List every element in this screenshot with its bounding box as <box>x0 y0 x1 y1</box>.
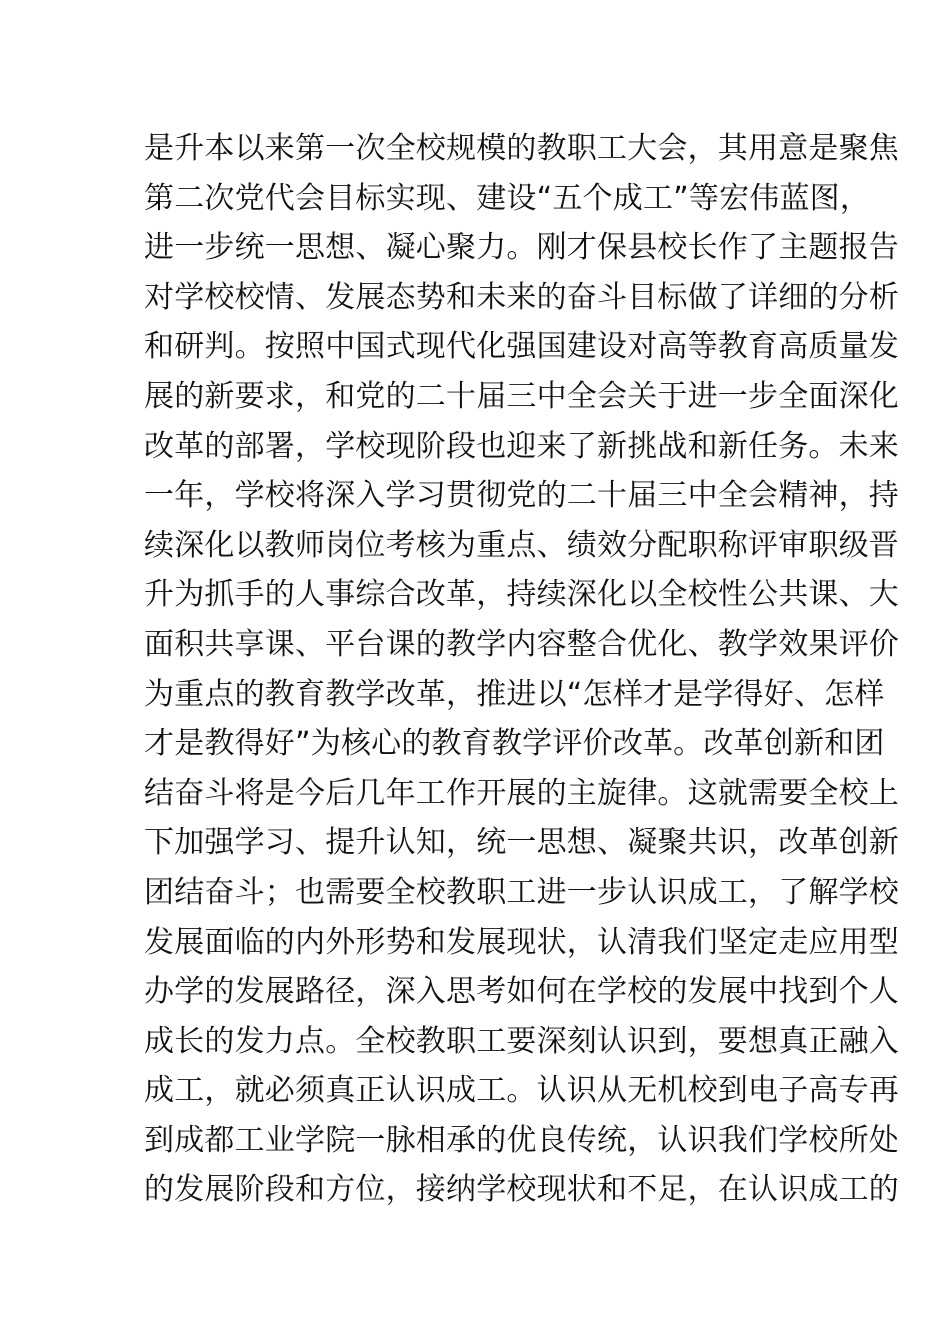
body-text <box>144 124 899 1215</box>
text-line-17: 发展面临的内外形势和发展现状，认清我们坚定走应用型 <box>144 924 899 960</box>
text-line-22: 的发展阶段和方位，接纳学校现状和不足，在认识成工的 <box>144 1172 899 1208</box>
text-line-5: 和研判。按照中国式现代化强国建设对高等教育高质量发 <box>144 329 899 365</box>
text-line-12: 为重点的教育教学改革，推进以“怎样才是学得好、怎样 <box>144 676 885 712</box>
text-line-21: 到成都工业学院一脉相承的优良传统，认识我们学校所处 <box>144 1122 899 1158</box>
text-line-4: 对学校校情、发展态势和未来的奋斗目标做了详细的分析 <box>144 279 899 315</box>
text-line-3: 进一步统一思想、凝心聚力。刚才保县校长作了主题报告 <box>144 230 899 266</box>
text-line-6: 展的新要求，和党的二十届三中全会关于进一步全面深化 <box>144 378 899 414</box>
text-line-2: 第二次党代会目标实现、建设“五个成工”等宏伟蓝图， <box>144 180 871 216</box>
text-line-10: 升为抓手的人事综合改革，持续深化以全校性公共课、大 <box>144 577 899 613</box>
text-line-7: 改革的部署，学校现阶段也迎来了新挑战和新任务。未来 <box>144 428 899 464</box>
text-line-13: 才是教得好”为核心的教育教学评价改革。改革创新和团 <box>144 726 885 762</box>
text-line-9: 续深化以教师岗位考核为重点、绩效分配职称评审职级晋 <box>144 527 899 563</box>
text-line-20: 成工，就必须真正认识成工。认识从无机校到电子高专再 <box>144 1073 899 1109</box>
text-line-1: 是升本以来第一次全校规模的教职工大会，其用意是聚焦 <box>144 131 899 166</box>
text-line-15: 下加强学习、提升认知，统一思想、凝聚共识，改革创新 <box>144 825 899 861</box>
text-line-14: 结奋斗将是今后几年工作开展的主旋律。这就需要全校上 <box>144 775 899 811</box>
text-line-18: 办学的发展路径，深入思考如何在学校的发展中找到个人 <box>144 974 899 1010</box>
text-line-11: 面积共享课、平台课的教学内容整合优化、教学效果评价 <box>144 626 899 662</box>
text-line-19: 成长的发力点。全校教职工要深刻认识到，要想真正融入 <box>144 1023 899 1059</box>
text-line-8: 一年，学校将深入学习贯彻党的二十届三中全会精神，持 <box>144 478 899 514</box>
text-line-16: 团结奋斗；也需要全校教职工进一步认识成工，了解学校 <box>144 874 899 910</box>
